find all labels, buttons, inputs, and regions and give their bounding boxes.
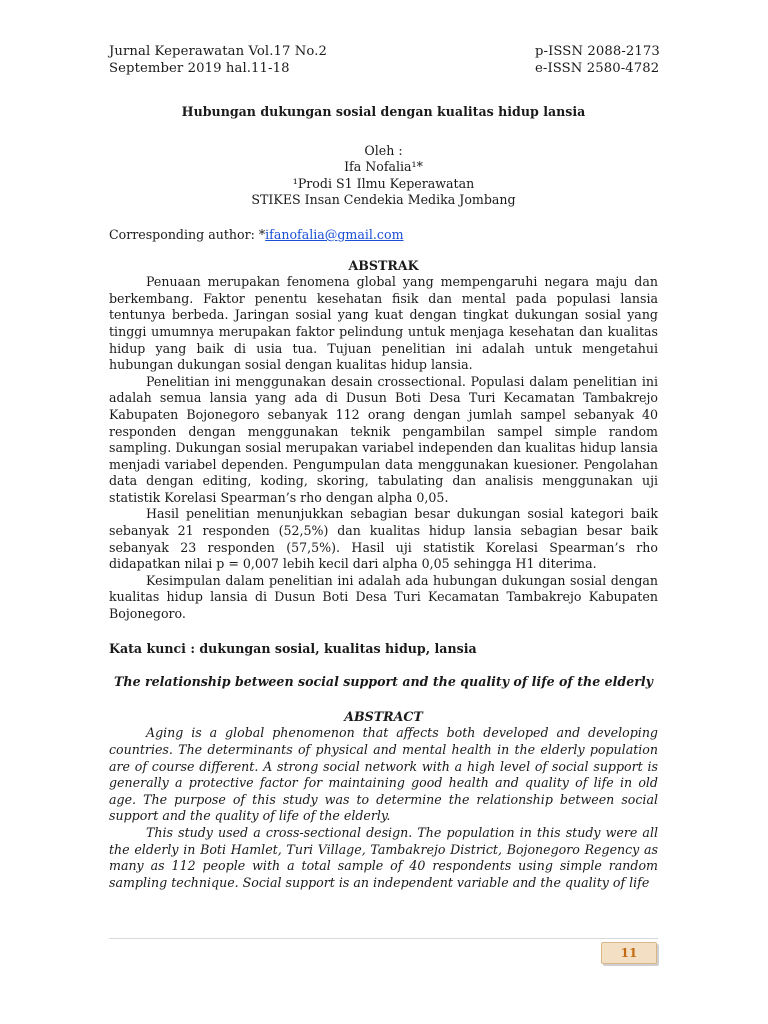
abstrak-paragraph: Penuaan merupakan fenomena global yang mempengaruhi negara maju dan berkembang. Faktor penentu kesehatan fisik dan mental pada populasi lansia tentunya berbeda. Jaringan sosial yang kuat dengan tingkat dukungan sosial yang tinggi umumnya merupakan faktor pelindung untuk menjaga kesehatan dan kualitas hidup yang baik di usia tua. Tujuan penelitian ini adalah untuk mengetahui hubungan dukungan sosial dengan kualitas hidup lansia.	[109, 274, 658, 373]
journal-issue: September 2019 hal.11-18	[109, 61, 290, 76]
footer-divider	[109, 938, 658, 939]
author-name: Ifa Nofalia¹*	[344, 159, 423, 175]
article-body	[109, 104, 658, 891]
author-affiliation-institution: STIKES Insan Cendekia Medika Jombang	[251, 192, 516, 208]
corresponding-author	[109, 227, 658, 244]
abstract-paragraph: Aging is a global phenomenon that affects both developed and developing countries. The determinants of physical and mental health in the elderly population are of course different. A strong social network with a high level of social support is generally a protective factor for maintaining good health and quality of life in old age. The purpose of this study was to determine the relationship between social support and the quality of life of the elderly.	[109, 725, 658, 824]
abstrak-heading: ABSTRAK	[348, 257, 419, 273]
corresponding-label: Corresponding author: *	[109, 226, 266, 242]
corresponding-email-link[interactable]: ifanofalia@gmail.com	[265, 226, 404, 242]
header-right	[535, 43, 660, 77]
abstrak-paragraph: Penelitian ini menggunakan desain crossectional. Populasi dalam penelitian ini adalah semua lansia yang ada di Dusun Boti Desa Turi Kecamatan Tambakrejo Kabupaten Bojonegoro sebanyak 112 orang dengan jumlah sampel sebanyak 40 responden dengan menggunakan teknik pengambilan sampel simple random sampling. Dukungan sosial merupakan variabel independen dan kualitas hidup lansia menjadi variabel dependen. Pengumpulan data menggunakan kuesioner. Pengolahan data dengan editing, koding, skoring, tabulating dan analisis menggunakan uji statistik Korelasi Spearman’s rho dengan alpha 0,05.	[109, 373, 658, 505]
author-by: Oleh :	[364, 142, 403, 158]
electronic-issn: e-ISSN 2580-4782	[535, 61, 660, 76]
abstrak-paragraph: Hasil penelitian menunjukkan sebagian besar dukungan sosial kategori baik sebanyak 21 responden (52,5%) dan kualitas hidup lansia sebagian besar baik sebanyak 23 responden (57,5%). Hasil uji statistik Korelasi Spearman’s rho didapatkan nilai p = 0,007 lebih kecil dari alpha 0,05 sehingga H1 diterima.	[109, 506, 658, 572]
journal-name: Jurnal Keperawatan Vol.17 No.2	[109, 44, 328, 59]
abstract-paragraph: This study used a cross-sectional design. The population in this study were all the elderly in Boti Hamlet, Turi Village, Tambakrejo District, Bojonegoro Regency as many as 112 people with a total sample of 40 respondents using simple random sampling technique. Social support is an independent variable and the quality of life	[109, 824, 658, 890]
abstract-heading: ABSTRACT	[344, 708, 423, 724]
english-abstract	[109, 709, 658, 892]
header-left	[109, 43, 327, 77]
article-title: Hubungan dukungan sosial dengan kualitas hidup lansia	[181, 104, 586, 119]
keywords: Kata kunci : dukungan sosial, kualitas hidup, lansia	[109, 640, 477, 656]
abstrak-paragraph: Kesimpulan dalam penelitian ini adalah ada hubungan dukungan sosial dengan kualitas hidup lansia di Dusun Boti Desa Turi Kecamatan Tambakrejo Kabupaten Bojonegoro.	[109, 572, 658, 622]
author-block	[109, 143, 658, 209]
author-affiliation-program: ¹Prodi S1 Ilmu Keperawatan	[292, 175, 475, 191]
english-title: The relationship between social support and the quality of life of the elderly	[114, 674, 653, 690]
page-number-badge: 11	[601, 942, 657, 964]
print-issn: p-ISSN 2088-2173	[535, 44, 660, 59]
